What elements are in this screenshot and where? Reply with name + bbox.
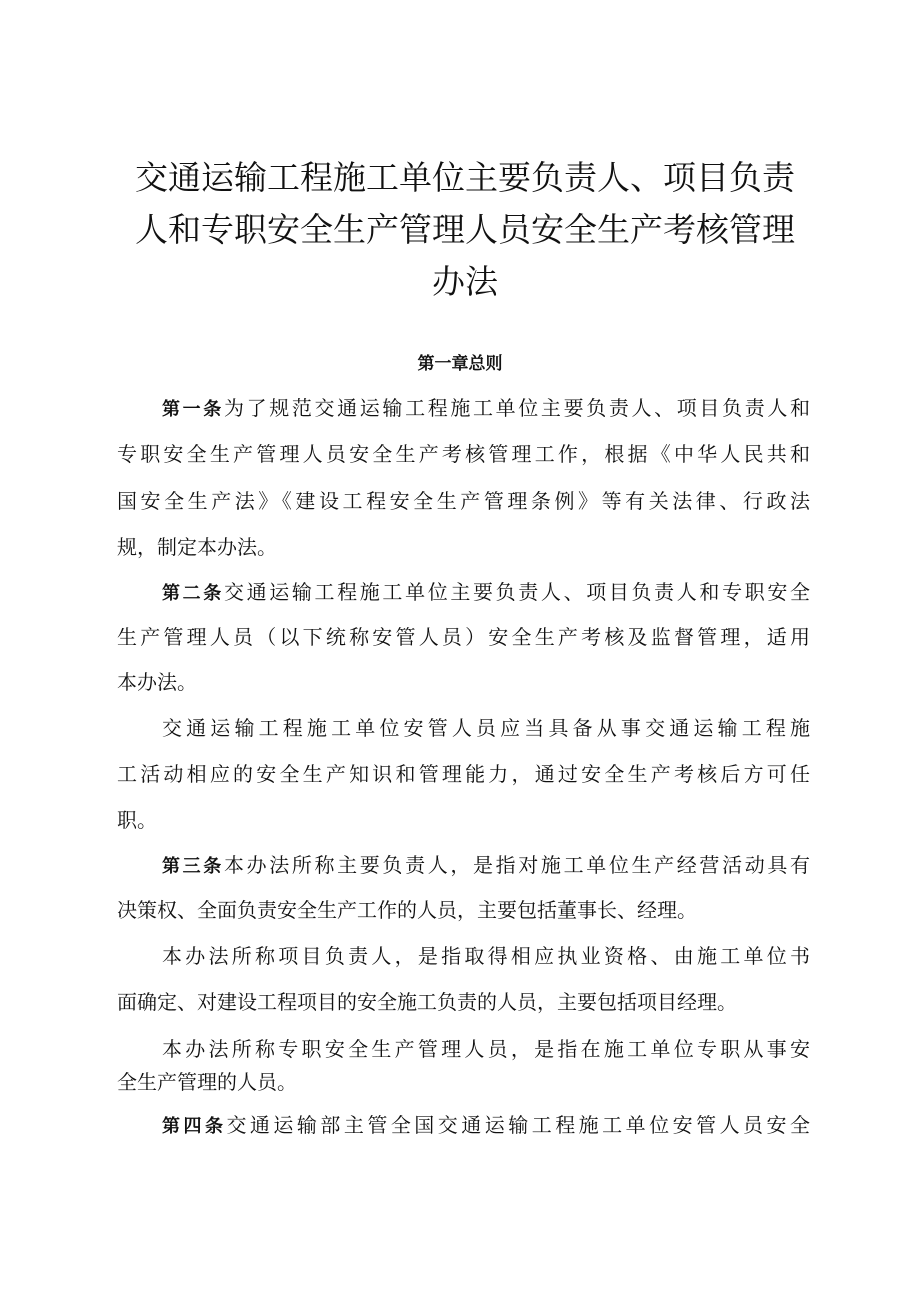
article-1-line-4: 规，制定本办法。	[117, 535, 277, 559]
article-3-line-2: 决策权、全面负责安全生产工作的人员，主要包括董事长、经理。	[117, 898, 697, 922]
article-3-label: 第三条	[162, 856, 224, 877]
article-2-line-3: 本办法。	[117, 670, 197, 694]
article-3-para-2-line-2: 面确定、对建设工程项目的安全施工负责的人员，主要包括项目经理。	[117, 990, 737, 1014]
article-4-line-1: 第四条交通运输部主管全国交通运输工程施工单位安管人员安全	[162, 1113, 811, 1137]
article-1-label: 第一条	[162, 399, 224, 420]
article-1-line-1: 第一条为了规范交通运输工程施工单位主要负责人、项目负责人和	[162, 396, 811, 420]
article-2-para-2-line-1: 交通运输工程施工单位安管人员应当具备从事交通运输工程施	[162, 716, 810, 740]
article-3-para-3-line-1: 本办法所称专职安全生产管理人员，是指在施工单位专职从事安	[162, 1037, 810, 1061]
article-2-para-2-line-2: 工活动相应的安全生产知识和管理能力，通过安全生产考核后方可任	[117, 762, 810, 786]
article-2-label: 第二条	[162, 583, 224, 604]
document-title	[120, 152, 810, 308]
title-line-1: 交通运输工程施工单位主要负责人、项目负责	[135, 158, 795, 197]
article-1-line-3: 国安全生产法》《建设工程安全生产管理条例》等有关法律、行政法	[117, 489, 810, 513]
article-2-para-2-line-3: 职。	[117, 808, 157, 832]
article-3-para-3-line-2: 全生产管理的人员。	[117, 1070, 297, 1094]
title-line-3: 办法	[432, 262, 498, 301]
chapter-heading: 第一章总则	[417, 354, 503, 374]
title-line-2: 人和专职安全生产管理人员安全生产考核管理	[135, 210, 795, 249]
article-4-label: 第四条	[162, 1116, 227, 1137]
article-1-line-2: 专职安全生产管理人员安全生产考核管理工作，根据《中华人民共和	[117, 442, 810, 466]
article-2-line-2: 生产管理人员（以下统称安管人员）安全生产考核及监督管理，适用	[117, 625, 810, 649]
article-2-line-1: 第二条交通运输工程施工单位主要负责人、项目负责人和专职安全	[162, 580, 811, 604]
article-3-line-1: 第三条本办法所称主要负责人，是指对施工单位生产经营活动具有	[162, 853, 811, 877]
article-3-para-2-line-1: 本办法所称项目负责人，是指取得相应执业资格、由施工单位书	[162, 944, 810, 968]
